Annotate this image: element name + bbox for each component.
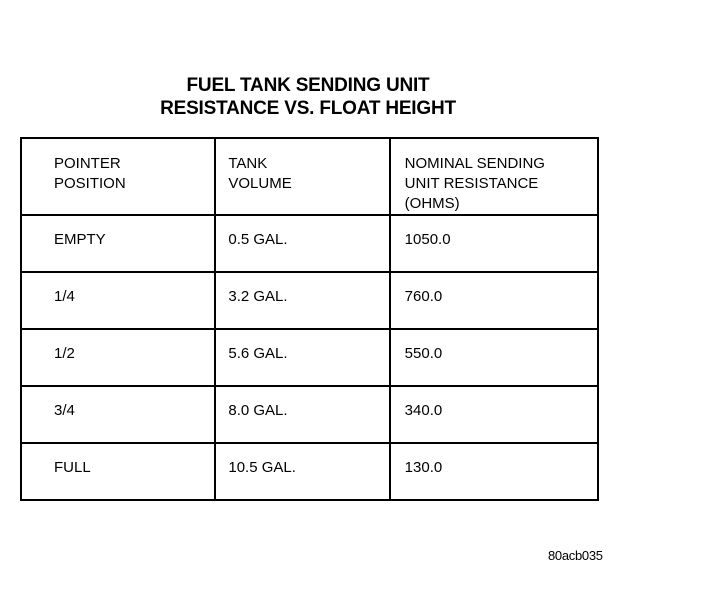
table-row (21, 443, 598, 500)
table-cell (215, 215, 389, 272)
document-title (0, 74, 616, 120)
header-cell-pointer-position (21, 138, 215, 215)
cell-text: 340.0 (404, 402, 443, 419)
table-cell (390, 329, 598, 386)
table-cell (390, 215, 598, 272)
header-label: TANK VOLUME (228, 155, 292, 192)
header-label: NOMINAL SENDING UNIT RESISTANCE (OHMS) (404, 155, 545, 212)
table-cell (21, 386, 215, 443)
cell-text: 5.6 GAL. (228, 345, 288, 362)
table-cell (21, 215, 215, 272)
table-cell (215, 386, 389, 443)
cell-text: 130.0 (404, 459, 443, 476)
resistance-table (20, 137, 599, 501)
cell-text: 550.0 (404, 345, 443, 362)
title-line-1: FUEL TANK SENDING UNIT (186, 75, 430, 96)
title-line-2: RESISTANCE VS. FLOAT HEIGHT (160, 98, 456, 119)
header-cell-tank-volume (215, 138, 389, 215)
cell-text: 10.5 GAL. (228, 459, 296, 476)
cell-text: 8.0 GAL. (228, 402, 288, 419)
table-cell (21, 329, 215, 386)
figure-id: 80acb035 (548, 548, 603, 563)
table-cell (390, 443, 598, 500)
table-row (21, 329, 598, 386)
header-cell-resistance (390, 138, 598, 215)
header-label: POINTER POSITION (54, 155, 126, 192)
cell-text: 3/4 (54, 402, 75, 419)
table-row (21, 386, 598, 443)
cell-text: 1/4 (54, 288, 75, 305)
cell-text: 760.0 (404, 288, 443, 305)
cell-text: 0.5 GAL. (228, 231, 288, 248)
table-row (21, 272, 598, 329)
table-row (21, 215, 598, 272)
table-body (21, 215, 598, 500)
table-cell (215, 272, 389, 329)
cell-text: 3.2 GAL. (228, 288, 288, 305)
cell-text: 1/2 (54, 345, 75, 362)
table-header (21, 138, 598, 215)
table-cell (21, 272, 215, 329)
cell-text: EMPTY (54, 231, 106, 248)
header-row (21, 138, 598, 215)
table-cell (215, 329, 389, 386)
table-cell (390, 272, 598, 329)
table-cell (390, 386, 598, 443)
cell-text: 1050.0 (404, 231, 451, 248)
table-cell (21, 443, 215, 500)
cell-text: FULL (54, 459, 91, 476)
table-cell (215, 443, 389, 500)
